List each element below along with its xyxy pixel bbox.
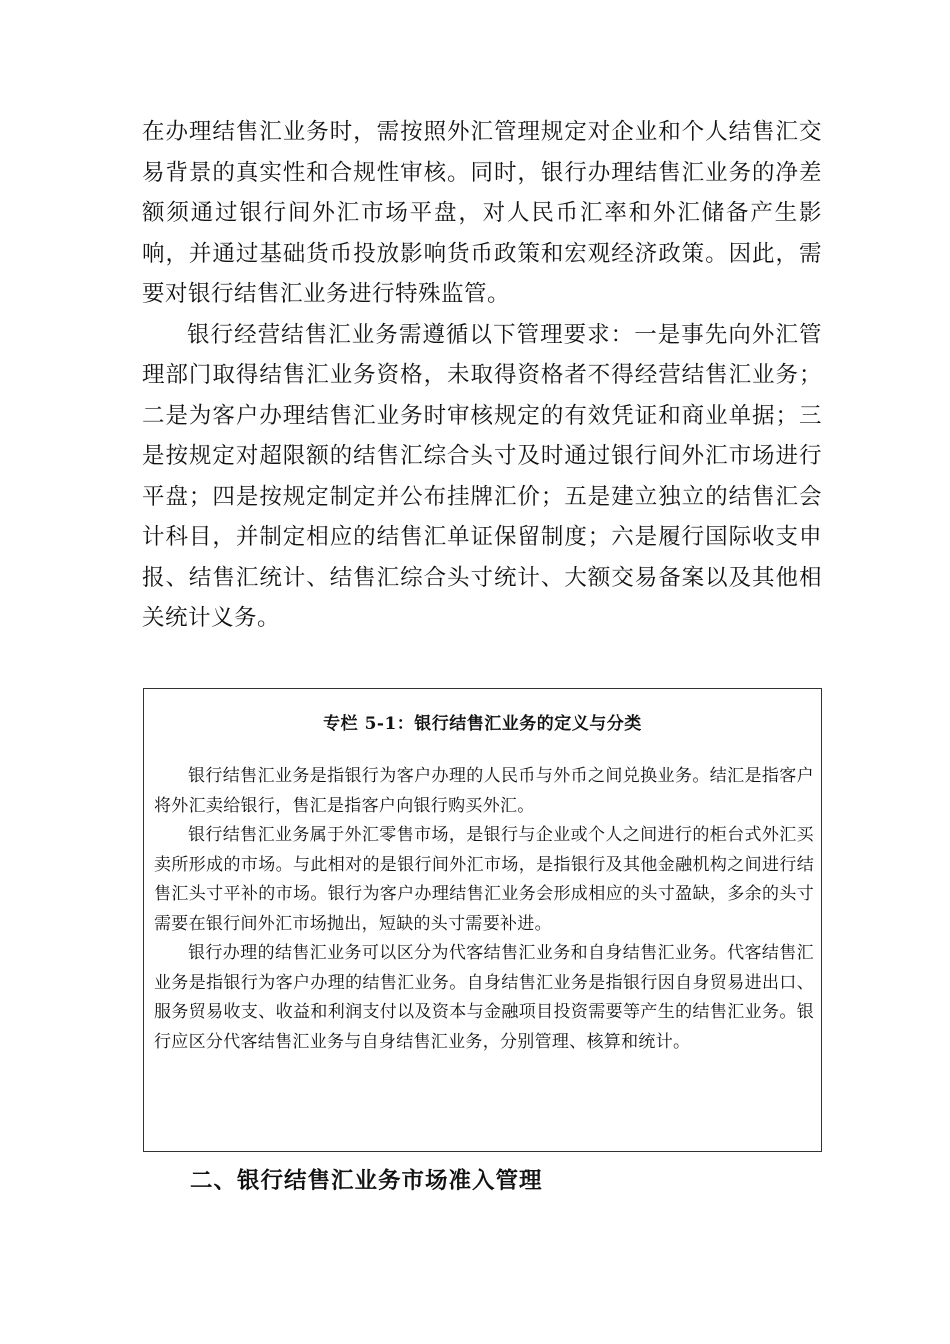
- column-box-paragraph-1: 银行结售汇业务是指银行为客户办理的人民币与外币之间兑换业务。结汇是指客户将外汇卖给银行，售汇是指客户向银行购买外汇。: [154, 766, 814, 816]
- column-box: [143, 688, 822, 1152]
- body-paragraph-1: 在办理结售汇业务时，需按照外汇管理规定对企业和个人结售汇交易背景的真实性和合规性审核。同时，银行办理结售汇业务的净差额须通过银行间外汇市场平盘，对人民币汇率和外汇储备产生影响，并通过基础货币投放影响货币政策和宏观经济政策。因此，需要对银行结售汇业务进行特殊监管。: [142, 119, 822, 307]
- column-box-paragraph-3: 银行办理的结售汇业务可以区分为代客结售汇业务和自身结售汇业务。代客结售汇业务是指银行为客户办理的结售汇业务。自身结售汇业务是指银行因自身贸易进出口、服务贸易收支、收益和利润支付以及资本与金融项目投资需要等产生的结售汇业务。银行应区分代客结售汇业务与自身结售汇业务，分别管理、核算和统计。: [154, 943, 814, 1052]
- body-paragraph-2: 银行经营结售汇业务需遵循以下管理要求：一是事先向外汇管理部门取得结售汇业务资格，未取得资格者不得经营结售汇业务；二是为客户办理结售汇业务时审核规定的有效凭证和商业单据；三是按规定对超限额的结售汇综合头寸及时通过银行间外汇市场进行平盘；四是按规定制定并公布挂牌汇价；五是建立独立的结售汇会计科目，并制定相应的结售汇单证保留制度；六是履行国际收支申报、结售汇统计、结售汇综合头寸统计、大额交易备案以及其他相关统计义务。: [142, 321, 822, 631]
- column-box-title: 专栏 5-1：银行结售汇业务的定义与分类: [323, 714, 642, 734]
- column-box-body: [154, 762, 814, 1057]
- column-box-paragraph-2: 银行结售汇业务属于外汇零售市场，是银行与企业或个人之间进行的柜台式外汇买卖所形成的市场。与此相对的是银行间外汇市场，是指银行及其他金融机构之间进行结售汇头寸平补的市场。银行为客户办理结售汇业务会形成相应的头寸盈缺，多余的头寸需要在银行间外汇市场抛出，短缺的头寸需要补进。: [154, 825, 814, 934]
- section-heading: 二、银行结售汇业务市场准入管理: [190, 1168, 543, 1194]
- main-body-text: [142, 112, 822, 639]
